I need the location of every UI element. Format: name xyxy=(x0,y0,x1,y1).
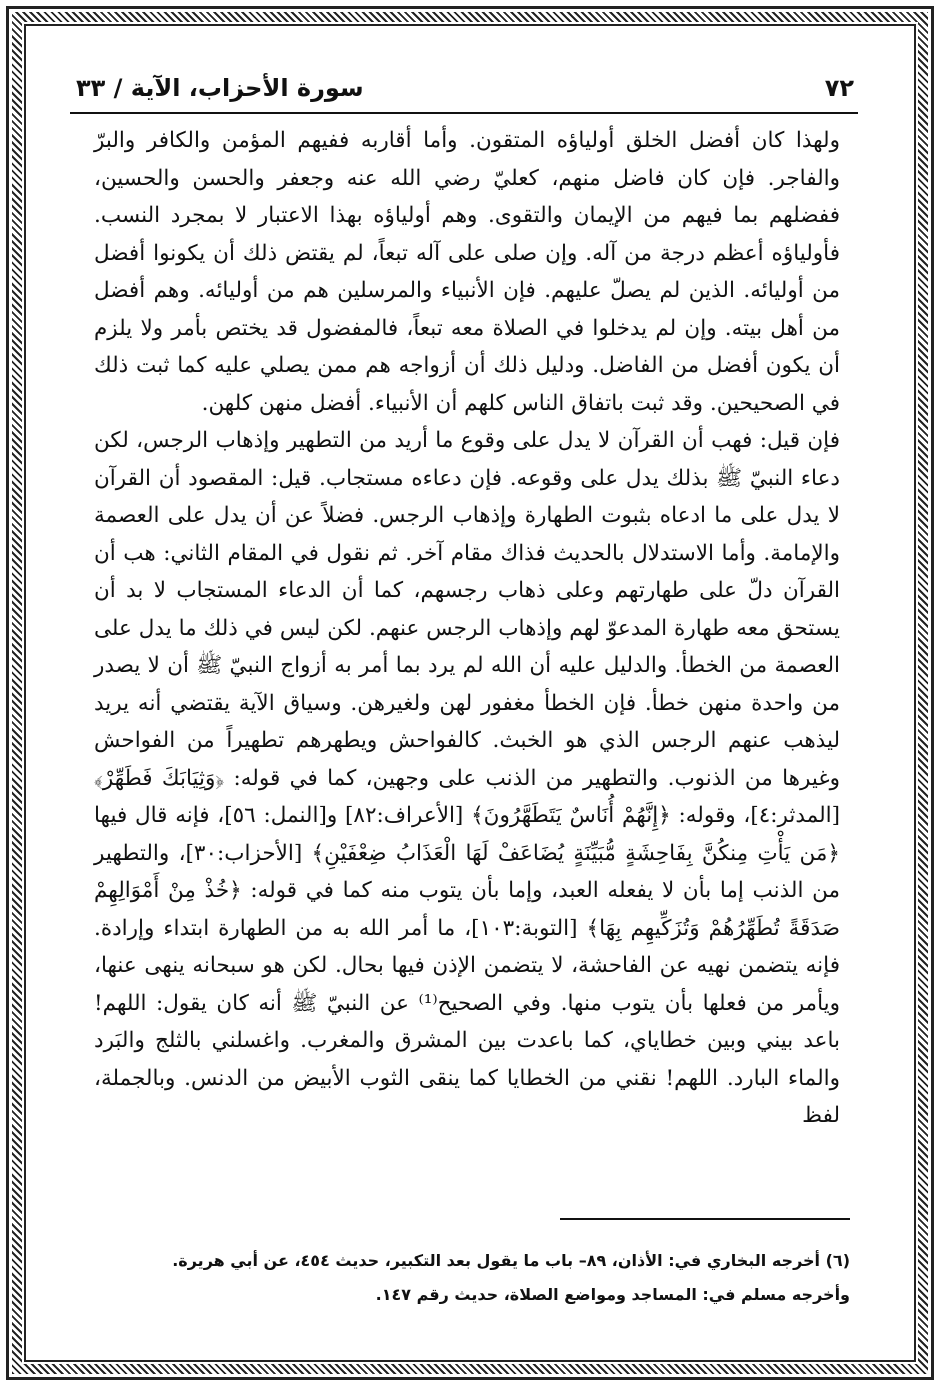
footnote-line: (٦) أخرجه البخاري في: الأذان، ٨٩– باب ما يقول بعد التكبير، حديث ٤٥٤، عن أبي هريرة. xyxy=(172,1251,850,1270)
paragraph: ولهذا كان أفضل الخلق أولياؤه المتقون. وأما أقاربه ففيهم المؤمن والكافر والبرّ والفاجر. فإن كان فاضل منهم، كعليّ رضي الله عنه وجعفر والحسن والحسين، ففضلهم بما فيهم من الإيمان والتقوى. وهم أولياؤه بهذا الاعتبار لا بمجرد النسب. فأولياؤه أعظم درجة من آله. وإن صلى على آله تبعاً، لم يقتض ذلك أن يكونوا أفضل من أوليائه. الذين لم يصلّ عليهم. فإن الأنبياء والمرسلين هم من أوليائه. وهم أفضل من أهل بيته. وإن لم يدخلوا في الصلاة معه تبعاً، فالمفضول قد يختص بأمر ولا يلزم أن يكون أفضل من الفاضل. ودليل ذلك أن أزواجه هم ممن يصلي عليه كما ثبت ذلك في الصحيحين. وقد ثبت باتفاق الناس كلهم أن الأنبياء. أفضل منهن كلهن. xyxy=(94,128,840,416)
page-header xyxy=(76,68,854,108)
footnote-line: وأخرجه مسلم في: المساجد ومواضع الصلاة، حديث رقم ١٤٧. xyxy=(375,1285,850,1304)
main-text xyxy=(94,122,840,1135)
footnotes xyxy=(120,1244,850,1312)
running-title: سورة الأحزاب، الآية / ٣٣ xyxy=(76,74,364,102)
footnote-rule xyxy=(560,1218,850,1220)
header-rule xyxy=(70,112,858,114)
page-number: ٧٢ xyxy=(824,74,854,102)
paragraph: فإن قيل: فهب أن القرآن لا يدل على وقوع ما أريد من التطهير وإذهاب الرجس، لكن دعاء النبيّ ﷺ بذلك يدل على وقوعه. فإن دعاءه مستجاب. قيل: المقصود أن القرآن لا يدل على ما ادعاه بثبوت الطهارة وإذهاب الرجس. فضلاً عن أن يدل على العصمة والإمامة. وأما الاستدلال بالحديث فذاك مقام آخر. ثم نقول في المقام الثاني: هب أن القرآن دلّ على طهارتهم وعلى ذهاب رجسهم، كما أن الدعاء المستجاب لا بد أن يستحق معه طهارة المدعوّ لهم وإذهاب الرجس عنهم. لكن ليس في ذلك ما يدل على العصمة من الخطأ. والدليل عليه أن الله لم يرد بما أمر به أزواج النبيّ ﷺ أن لا يصدر من واحدة منهن خطأ. فإن الخطأ مغفور لهن ولغيرهن. وسياق الآية يقتضي أنه يريد ليذهب عنهم الرجس الذي هو الخبث. كالفواحش ويطهرهم تطهيراً من الفواحش وغيرها من الذنوب. والتطهير من الذنب على وجهين، كما في قوله: ﴿وَثِيَابَكَ فَطَهِّرْ﴾ [المدثر:٤]، وقوله: ﴿إِنَّهُمْ أُنَاسٌ يَتَطَهَّرُونَ﴾ [الأعراف:٨٢] و[النمل: ٥٦]، فإنه قال فيها ﴿مَن يَأْتِ مِنكُنَّ بِفَاحِشَةٍ مُّبَيِّنَةٍ يُضَاعَفْ لَهَا الْعَذَابُ ضِعْفَيْنِ﴾ [الأحزاب:٣٠]، والتطهير من الذنب إما بأن لا يفعله العبد، وإما بأن يتوب منه كما في قوله: ﴿خُذْ مِنْ أَمْوَالِهِمْ صَدَقَةً تُطَهِّرُهُمْ وَتُزَكِّيهِم بِهَا﴾ [التوبة:١٠٣]، ما أمر الله به من الطهارة ابتداء وإرادة. فإنه يتضمن نهيه عن الفاحشة، لا يتضمن الإذن فيها بحال. لكن هو سبحانه ينهى عنها، ويأمر من فعلها بأن يتوب منها. وفي الصحيح⁽¹⁾ عن النبيّ ﷺ أنه كان يقول: اللهم! باعد بيني وبين خطاياي، كما باعدت بين المشرق والمغرب. واغسلني بالثلج والبَرد والماء البارد. اللهم! نقني من الخطايا كما ينقى الثوب الأبيض من الدنس. وبالجملة، لفظ xyxy=(94,428,840,1128)
